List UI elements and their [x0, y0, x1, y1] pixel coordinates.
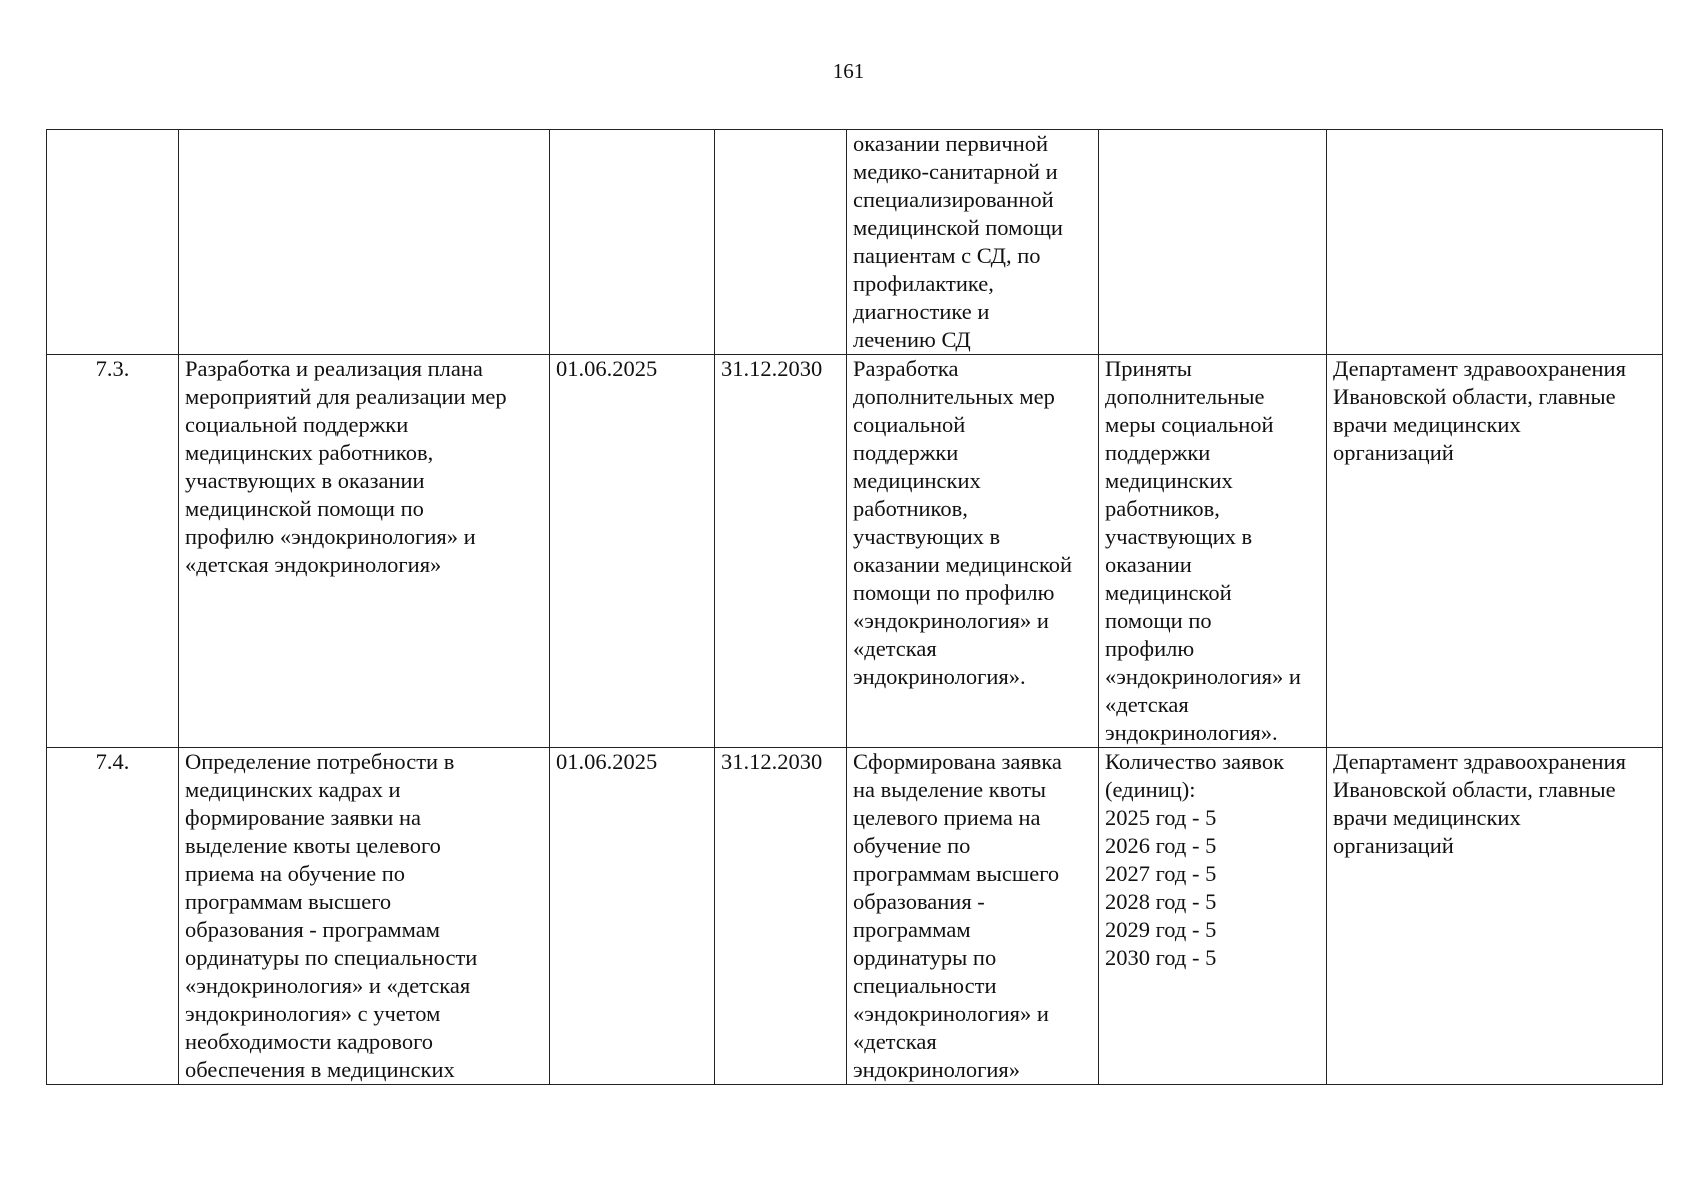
cell-text-line: профилю	[1105, 636, 1195, 661]
cell-text-line: «эндокринология» и	[853, 608, 1049, 633]
cell-text-line: образования - программам	[185, 917, 440, 942]
cell-text-line: Разработка	[853, 356, 959, 381]
cell-text-line: на выделение квоты	[853, 777, 1047, 802]
cell-text-line: участвующих в	[853, 524, 1001, 549]
cell-text-line: поддержки	[853, 440, 959, 465]
cell-text-line: мероприятий для реализации мер	[185, 384, 507, 409]
cell-text-line: «эндокринология» и «детская	[185, 973, 471, 998]
cell-text-line: эндокринология»	[853, 1057, 1020, 1082]
cell-text-line: врачи медицинских	[1333, 805, 1521, 830]
cell-text-line: Определение потребности в	[185, 749, 455, 774]
cell-text-line: эндокринология» с учетом	[185, 1001, 441, 1026]
cell-text-line: «детская	[853, 1029, 937, 1054]
table-row	[47, 748, 1663, 1085]
indicator-cell	[1099, 355, 1327, 748]
end-date-cell	[715, 130, 847, 355]
cell-text-line: оказании медицинской	[853, 552, 1073, 577]
responsible-cell	[1327, 130, 1663, 355]
cell-text-line: медицинских	[1105, 468, 1233, 493]
cell-text-line: программам высшего	[185, 889, 392, 914]
activity-cell	[179, 355, 550, 748]
cell-text-line: меры социальной	[1105, 412, 1274, 437]
responsible-cell	[1327, 748, 1663, 1085]
table-row	[47, 130, 1663, 355]
cell-text-line: «эндокринология» и	[853, 1001, 1049, 1026]
cell-text-line: необходимости кадрового	[185, 1029, 434, 1054]
cell-text-line: 2027 год - 5	[1105, 861, 1217, 886]
cell-text-line: приема на обучение по	[185, 861, 406, 886]
result-cell	[847, 130, 1099, 355]
cell-text-line: Ивановской области, главные	[1333, 384, 1616, 409]
responsible-cell	[1327, 355, 1663, 748]
result-cell	[847, 748, 1099, 1085]
cell-text-line: 2030 год - 5	[1105, 945, 1217, 970]
cell-text-line: Количество заявок	[1105, 749, 1285, 774]
cell-text-line: Ивановской области, главные	[1333, 777, 1616, 802]
cell-text-line: помощи по	[1105, 608, 1212, 633]
activity-cell	[179, 130, 550, 355]
cell-text-line: эндокринология».	[853, 664, 1026, 689]
cell-text-line: программам высшего	[853, 861, 1060, 886]
cell-text-line: специализированной	[853, 187, 1054, 212]
cell-text-line: помощи по профилю	[853, 580, 1055, 605]
cell-text-line: Приняты	[1105, 356, 1192, 381]
cell-text-line: дополнительных мер	[853, 384, 1055, 409]
cell-text-line: поддержки	[1105, 440, 1211, 465]
indicator-cell	[1099, 130, 1327, 355]
cell-text-line: обеспечения в медицинских	[185, 1057, 455, 1082]
cell-text-line: диагностике и	[853, 299, 990, 324]
cell-text-line: медико-санитарной и	[853, 159, 1058, 184]
cell-text-line: участвующих в	[1105, 524, 1253, 549]
cell-text-line: медицинских кадрах и	[185, 777, 401, 802]
cell-text-line: 2028 год - 5	[1105, 889, 1217, 914]
cell-text-line: медицинской помощи по	[185, 496, 424, 521]
cell-text-line: оказании первичной	[853, 131, 1049, 156]
cell-text-line: пациентам с СД, по	[853, 243, 1041, 268]
cell-text-line: 2025 год - 5	[1105, 805, 1217, 830]
cell-text-line: «детская	[1105, 692, 1189, 717]
start-date-cell: 01.06.2025	[550, 748, 715, 1085]
cell-text-line: организаций	[1333, 833, 1454, 858]
start-date-cell: 01.06.2025	[550, 355, 715, 748]
start-date-cell	[550, 130, 715, 355]
cell-text-line: медицинской помощи	[853, 215, 1063, 240]
cell-text-line: профилю «эндокринология» и	[185, 524, 476, 549]
cell-text-line: врачи медицинских	[1333, 412, 1521, 437]
cell-text-line: ординатуры по	[853, 945, 997, 970]
cell-text-line: образования -	[853, 889, 985, 914]
cell-text-line: социальной	[853, 412, 966, 437]
cell-text-line: профилактике,	[853, 271, 994, 296]
item-number-cell: 7.3.	[47, 355, 179, 748]
cell-text-line: Департамент здравоохранения	[1333, 356, 1626, 381]
cell-text-line: дополнительные	[1105, 384, 1265, 409]
cell-text-line: Департамент здравоохранения	[1333, 749, 1626, 774]
end-date-cell: 31.12.2030	[715, 748, 847, 1085]
table-row	[47, 355, 1663, 748]
cell-text-line: формирование заявки на	[185, 805, 421, 830]
cell-text-line: медицинской	[1105, 580, 1232, 605]
cell-text-line: работников,	[1105, 496, 1220, 521]
page-number: 161	[832, 59, 865, 83]
cell-text-line: «детская	[853, 636, 937, 661]
cell-text-line: медицинских работников,	[185, 440, 434, 465]
cell-text-line: выделение квоты целевого	[185, 833, 441, 858]
result-cell	[847, 355, 1099, 748]
activity-plan-table	[46, 129, 1663, 1085]
cell-text-line: Сформирована заявка	[853, 749, 1062, 774]
cell-text-line: обучение по	[853, 833, 971, 858]
cell-text-line: ординатуры по специальности	[185, 945, 478, 970]
cell-text-line: программам	[853, 917, 971, 942]
cell-text-line: специальности	[853, 973, 997, 998]
indicator-cell	[1099, 748, 1327, 1085]
cell-text-line: работников,	[853, 496, 968, 521]
end-date-cell: 31.12.2030	[715, 355, 847, 748]
cell-text-line: Разработка и реализация плана	[185, 356, 483, 381]
cell-text-line: «эндокринология» и	[1105, 664, 1301, 689]
activity-cell	[179, 748, 550, 1085]
cell-text-line: целевого приема на	[853, 805, 1041, 830]
cell-text-line: участвующих в оказании	[185, 468, 425, 493]
cell-text-line: (единиц):	[1105, 777, 1196, 802]
cell-text-line: медицинских	[853, 468, 981, 493]
item-number-cell: 7.4.	[47, 748, 179, 1085]
cell-text-line: оказании	[1105, 552, 1192, 577]
cell-text-line: социальной поддержки	[185, 412, 409, 437]
cell-text-line: 2026 год - 5	[1105, 833, 1217, 858]
cell-text-line: «детская эндокринология»	[185, 552, 442, 577]
cell-text-line: организаций	[1333, 440, 1454, 465]
cell-text-line: 2029 год - 5	[1105, 917, 1217, 942]
cell-text-line: лечению СД	[853, 327, 971, 352]
item-number-cell	[47, 130, 179, 355]
cell-text-line: эндокринология».	[1105, 720, 1278, 745]
